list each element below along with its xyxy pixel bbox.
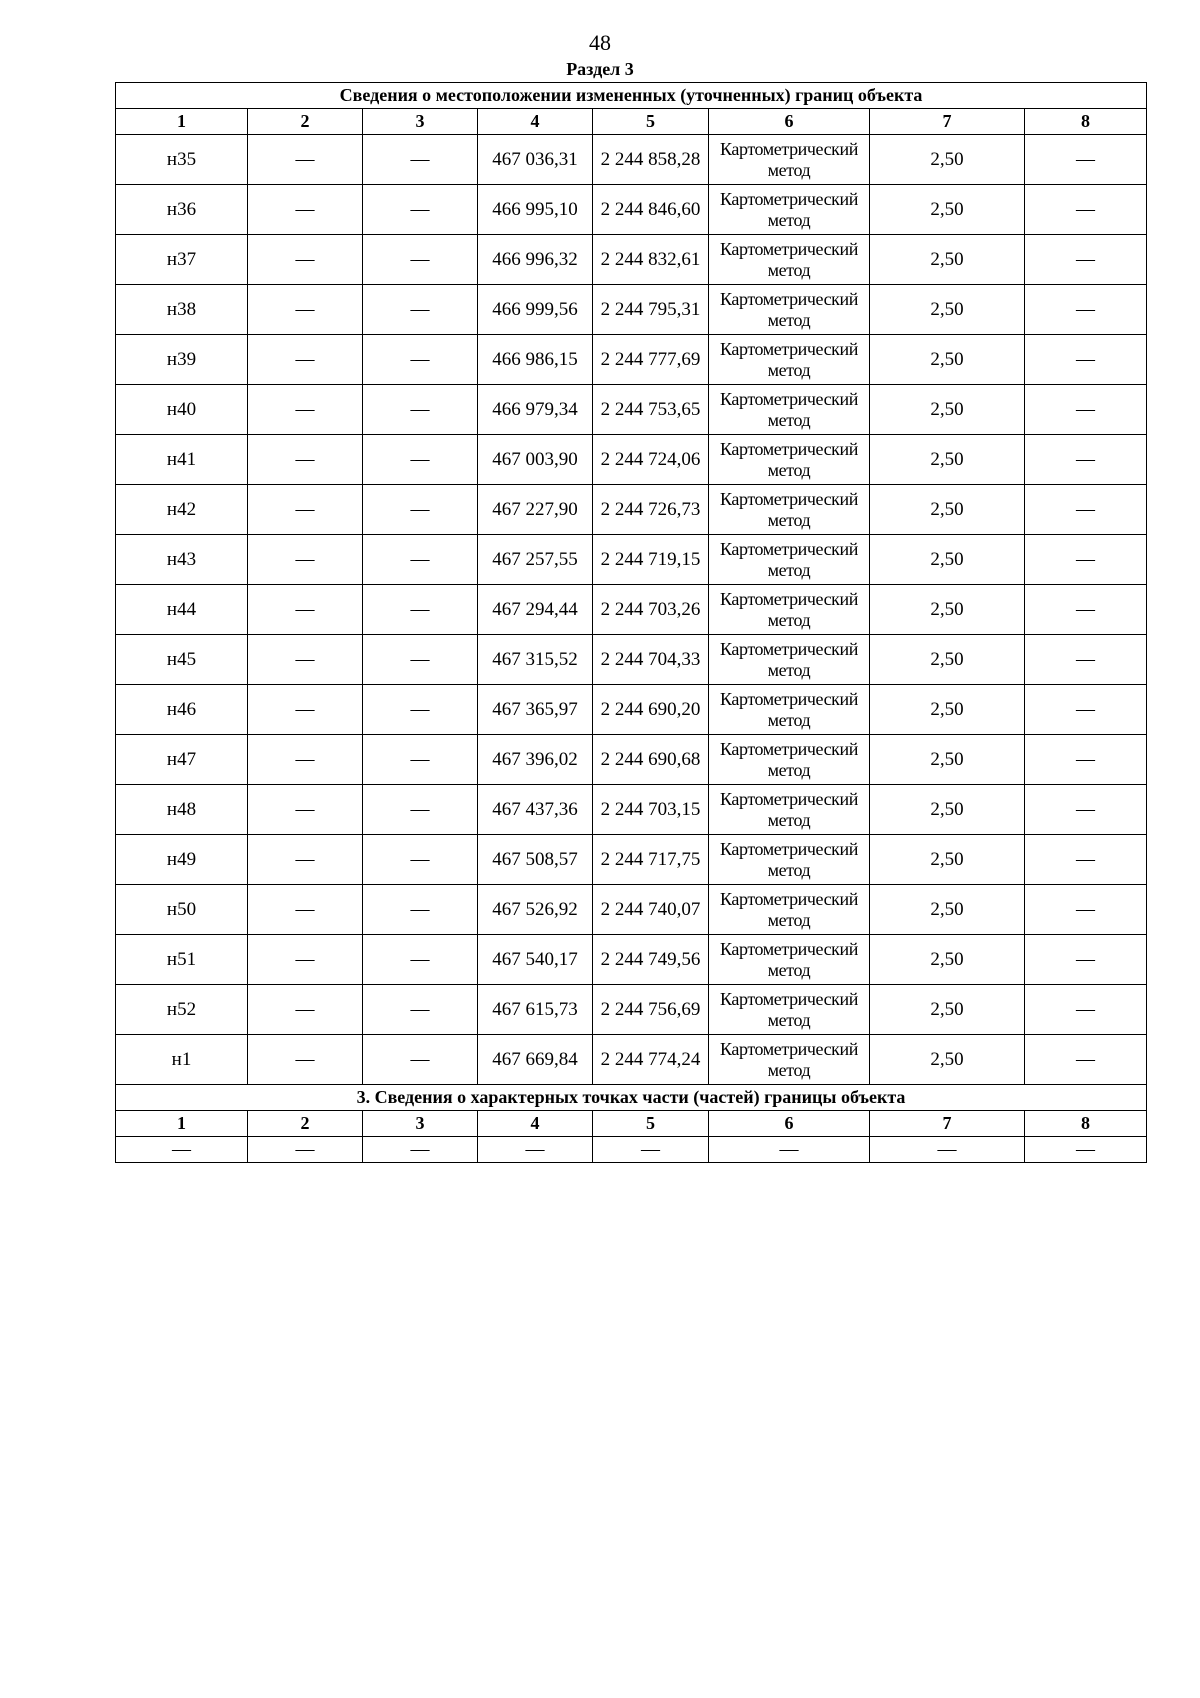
table-cell: — bbox=[363, 685, 478, 735]
table-cell: — bbox=[248, 285, 363, 335]
table-cell: н36 bbox=[116, 185, 248, 235]
table-cell: 2,50 bbox=[870, 285, 1025, 335]
table-cell: — bbox=[1025, 1035, 1147, 1085]
column-header: 1 bbox=[116, 109, 248, 135]
table-cell: 467 396,02 bbox=[478, 735, 593, 785]
table-cell: — bbox=[248, 485, 363, 535]
table-cell: — bbox=[1025, 135, 1147, 185]
column-header: 2 bbox=[248, 109, 363, 135]
table-row bbox=[116, 285, 1147, 335]
table-cell: н50 bbox=[116, 885, 248, 935]
table-cell: 2 244 774,24 bbox=[593, 1035, 709, 1085]
table-cell: н38 bbox=[116, 285, 248, 335]
table-cell: 2 244 846,60 bbox=[593, 185, 709, 235]
table-cell: 2,50 bbox=[870, 585, 1025, 635]
table-cell: н49 bbox=[116, 835, 248, 885]
column-header: 8 bbox=[1025, 1111, 1147, 1137]
table-cell: 2,50 bbox=[870, 435, 1025, 485]
table-cell: н47 bbox=[116, 735, 248, 785]
table-cell: 2,50 bbox=[870, 685, 1025, 735]
table-cell: 467 365,97 bbox=[478, 685, 593, 735]
table-cell: — bbox=[1025, 435, 1147, 485]
table-cell: 466 995,10 bbox=[478, 185, 593, 235]
table-cell: Картометрический метод bbox=[709, 985, 870, 1035]
table-cell: — bbox=[1025, 835, 1147, 885]
table-cell: Картометрический метод bbox=[709, 885, 870, 935]
table-cell: Картометрический метод bbox=[709, 935, 870, 985]
column-header: 4 bbox=[478, 109, 593, 135]
table-cell: 467 669,84 bbox=[478, 1035, 593, 1085]
table-body bbox=[116, 83, 1147, 1163]
table-cell: 2,50 bbox=[870, 885, 1025, 935]
table-cell: 2 244 795,31 bbox=[593, 285, 709, 335]
table-cell: — bbox=[363, 785, 478, 835]
table-cell: 2 244 740,07 bbox=[593, 885, 709, 935]
table-row bbox=[116, 435, 1147, 485]
table-cell: 2,50 bbox=[870, 235, 1025, 285]
column-header: 3 bbox=[363, 1111, 478, 1137]
table-cell: 466 999,56 bbox=[478, 285, 593, 335]
table-cell: Картометрический метод bbox=[709, 485, 870, 535]
table-cell: 467 615,73 bbox=[478, 985, 593, 1035]
table-row bbox=[116, 935, 1147, 985]
column-header: 3 bbox=[363, 109, 478, 135]
table-cell: — bbox=[248, 685, 363, 735]
table-cell: — bbox=[363, 485, 478, 535]
table-cell: 2,50 bbox=[870, 385, 1025, 435]
table-cell: 467 540,17 bbox=[478, 935, 593, 985]
table-row bbox=[116, 735, 1147, 785]
table-cell: — bbox=[363, 985, 478, 1035]
table-cell: — bbox=[1025, 785, 1147, 835]
table-cell: — bbox=[478, 1137, 593, 1163]
table-cell: — bbox=[363, 935, 478, 985]
table-cell: Картометрический метод bbox=[709, 685, 870, 735]
table-cell: — bbox=[363, 435, 478, 485]
table-caption: Сведения о местоположении измененных (уточненных) границ объекта bbox=[116, 83, 1147, 109]
table-cell: — bbox=[248, 185, 363, 235]
table-cell: Картометрический метод bbox=[709, 285, 870, 335]
table-cell: — bbox=[248, 385, 363, 435]
table-cell: 2,50 bbox=[870, 135, 1025, 185]
table-cell: — bbox=[1025, 585, 1147, 635]
table-cell: 467 003,90 bbox=[478, 435, 593, 485]
table-cell: — bbox=[363, 885, 478, 935]
table-cell: — bbox=[1025, 685, 1147, 735]
table-cell: 2,50 bbox=[870, 535, 1025, 585]
table-cell: — bbox=[248, 835, 363, 885]
table-cell: — bbox=[363, 835, 478, 885]
table-cell: — bbox=[248, 635, 363, 685]
table-cell: н39 bbox=[116, 335, 248, 385]
table-caption: 3. Сведения о характерных точках части (частей) границы объекта bbox=[116, 1085, 1147, 1111]
table-cell: 2,50 bbox=[870, 635, 1025, 685]
table-cell: н43 bbox=[116, 535, 248, 585]
table-row bbox=[116, 1137, 1147, 1163]
table-cell: 467 526,92 bbox=[478, 885, 593, 935]
column-header: 4 bbox=[478, 1111, 593, 1137]
table-row bbox=[116, 1035, 1147, 1085]
table-row bbox=[116, 485, 1147, 535]
table-cell: — bbox=[1025, 535, 1147, 585]
table-cell: — bbox=[248, 935, 363, 985]
table-cell: 466 979,34 bbox=[478, 385, 593, 435]
column-header: 6 bbox=[709, 109, 870, 135]
table-cell: 2 244 858,28 bbox=[593, 135, 709, 185]
table-caption-row bbox=[116, 1085, 1147, 1111]
table-cell: — bbox=[248, 1035, 363, 1085]
table-cell: 2 244 719,15 bbox=[593, 535, 709, 585]
table-cell: — bbox=[1025, 735, 1147, 785]
page-number: 48 bbox=[589, 30, 611, 55]
table-cell: — bbox=[1025, 985, 1147, 1035]
table-cell: 2 244 704,33 bbox=[593, 635, 709, 685]
table-cell: — bbox=[248, 135, 363, 185]
table-cell: 2 244 703,15 bbox=[593, 785, 709, 835]
table-cell: 2 244 749,56 bbox=[593, 935, 709, 985]
table-cell: 2 244 690,68 bbox=[593, 735, 709, 785]
column-header: 7 bbox=[870, 109, 1025, 135]
table-cell: — bbox=[248, 785, 363, 835]
table-cell: — bbox=[248, 735, 363, 785]
table-cell: н42 bbox=[116, 485, 248, 535]
table-cell: Картометрический метод bbox=[709, 785, 870, 835]
column-header: 1 bbox=[116, 1111, 248, 1137]
table-cell: н51 bbox=[116, 935, 248, 985]
table-cell: н35 bbox=[116, 135, 248, 185]
table-cell: — bbox=[1025, 1137, 1147, 1163]
table-cell: н1 bbox=[116, 1035, 248, 1085]
table-cell: Картометрический метод bbox=[709, 635, 870, 685]
table-row bbox=[116, 385, 1147, 435]
table-cell: — bbox=[248, 535, 363, 585]
table-cell: — bbox=[248, 235, 363, 285]
table-cell: 467 315,52 bbox=[478, 635, 593, 685]
table-cell: — bbox=[248, 1137, 363, 1163]
table-cell: 2,50 bbox=[870, 1035, 1025, 1085]
table-cell: 467 437,36 bbox=[478, 785, 593, 835]
table-cell: 467 257,55 bbox=[478, 535, 593, 585]
table-cell: — bbox=[1025, 485, 1147, 535]
column-header: 2 bbox=[248, 1111, 363, 1137]
table-cell: — bbox=[363, 235, 478, 285]
table-cell: 2,50 bbox=[870, 935, 1025, 985]
table-cell: Картометрический метод bbox=[709, 835, 870, 885]
column-header: 5 bbox=[593, 1111, 709, 1137]
table-cell: н48 bbox=[116, 785, 248, 835]
table-cell: н45 bbox=[116, 635, 248, 685]
table-cell: 467 508,57 bbox=[478, 835, 593, 885]
table-cell: Картометрический метод bbox=[709, 585, 870, 635]
table-cell: — bbox=[1025, 235, 1147, 285]
table-row bbox=[116, 885, 1147, 935]
section-title: Раздел 3 bbox=[566, 59, 634, 79]
table-cell: Картометрический метод bbox=[709, 235, 870, 285]
table-cell: Картометрический метод bbox=[709, 435, 870, 485]
table-caption-row bbox=[116, 83, 1147, 109]
table-cell: — bbox=[248, 585, 363, 635]
column-header: 5 bbox=[593, 109, 709, 135]
table-cell: 2,50 bbox=[870, 985, 1025, 1035]
table-cell: — bbox=[248, 435, 363, 485]
table-cell: — bbox=[709, 1137, 870, 1163]
table-row bbox=[116, 685, 1147, 735]
table-cell: н52 bbox=[116, 985, 248, 1035]
table-cell: — bbox=[363, 1035, 478, 1085]
table-cell: 2 244 717,75 bbox=[593, 835, 709, 885]
table-cell: — bbox=[1025, 385, 1147, 435]
table-cell: н41 bbox=[116, 435, 248, 485]
table-cell: Картометрический метод bbox=[709, 135, 870, 185]
table-cell: — bbox=[1025, 285, 1147, 335]
table-row bbox=[116, 135, 1147, 185]
table-row bbox=[116, 185, 1147, 235]
table-cell: 2 244 726,73 bbox=[593, 485, 709, 535]
table-cell: н46 bbox=[116, 685, 248, 735]
table-cell: 2,50 bbox=[870, 185, 1025, 235]
column-header-row bbox=[116, 109, 1147, 135]
table-row bbox=[116, 585, 1147, 635]
table-cell: 2 244 724,06 bbox=[593, 435, 709, 485]
table-cell: н37 bbox=[116, 235, 248, 285]
table-cell: 2 244 703,26 bbox=[593, 585, 709, 635]
table-cell: Картометрический метод bbox=[709, 385, 870, 435]
column-header: 6 bbox=[709, 1111, 870, 1137]
table-cell: 2,50 bbox=[870, 335, 1025, 385]
table-cell: — bbox=[116, 1137, 248, 1163]
table-cell: — bbox=[593, 1137, 709, 1163]
column-header-row bbox=[116, 1111, 1147, 1137]
table-cell: — bbox=[363, 135, 478, 185]
table-cell: — bbox=[363, 185, 478, 235]
table-cell: Картометрический метод bbox=[709, 185, 870, 235]
table-row bbox=[116, 985, 1147, 1035]
table-row bbox=[116, 785, 1147, 835]
table-cell: — bbox=[363, 635, 478, 685]
table-cell: — bbox=[870, 1137, 1025, 1163]
table-cell: 2 244 777,69 bbox=[593, 335, 709, 385]
table-cell: — bbox=[248, 985, 363, 1035]
table-cell: — bbox=[248, 335, 363, 385]
table-cell: 467 294,44 bbox=[478, 585, 593, 635]
table-row bbox=[116, 835, 1147, 885]
table-cell: 2,50 bbox=[870, 485, 1025, 535]
table-cell: — bbox=[363, 735, 478, 785]
table-cell: — bbox=[363, 585, 478, 635]
table-cell: — bbox=[363, 1137, 478, 1163]
table-cell: — bbox=[363, 535, 478, 585]
table-cell: 2,50 bbox=[870, 835, 1025, 885]
table-cell: — bbox=[1025, 635, 1147, 685]
table-cell: 466 986,15 bbox=[478, 335, 593, 385]
table-cell: 2,50 bbox=[870, 735, 1025, 785]
table-cell: н44 bbox=[116, 585, 248, 635]
table-cell: — bbox=[363, 335, 478, 385]
table-cell: — bbox=[363, 385, 478, 435]
column-header: 8 bbox=[1025, 109, 1147, 135]
table-cell: — bbox=[1025, 885, 1147, 935]
table-cell: Картометрический метод bbox=[709, 535, 870, 585]
table-cell: н40 bbox=[116, 385, 248, 435]
table-cell: Картометрический метод bbox=[709, 335, 870, 385]
column-header: 7 bbox=[870, 1111, 1025, 1137]
table-cell: — bbox=[1025, 185, 1147, 235]
table-row bbox=[116, 635, 1147, 685]
table-cell: 2 244 690,20 bbox=[593, 685, 709, 735]
table-cell: — bbox=[1025, 935, 1147, 985]
table-cell: 2 244 753,65 bbox=[593, 385, 709, 435]
table-cell: 2 244 756,69 bbox=[593, 985, 709, 1035]
table-cell: — bbox=[363, 285, 478, 335]
table-cell: 467 036,31 bbox=[478, 135, 593, 185]
table-cell: Картометрический метод bbox=[709, 1035, 870, 1085]
table-cell: — bbox=[248, 885, 363, 935]
table-cell: 467 227,90 bbox=[478, 485, 593, 535]
table-row bbox=[116, 535, 1147, 585]
table-cell: — bbox=[1025, 335, 1147, 385]
boundary-table bbox=[115, 82, 1147, 1163]
table-cell: 2 244 832,61 bbox=[593, 235, 709, 285]
table-row bbox=[116, 335, 1147, 385]
table-cell: Картометрический метод bbox=[709, 735, 870, 785]
table-cell: 2,50 bbox=[870, 785, 1025, 835]
table-cell: 466 996,32 bbox=[478, 235, 593, 285]
table-row bbox=[116, 235, 1147, 285]
